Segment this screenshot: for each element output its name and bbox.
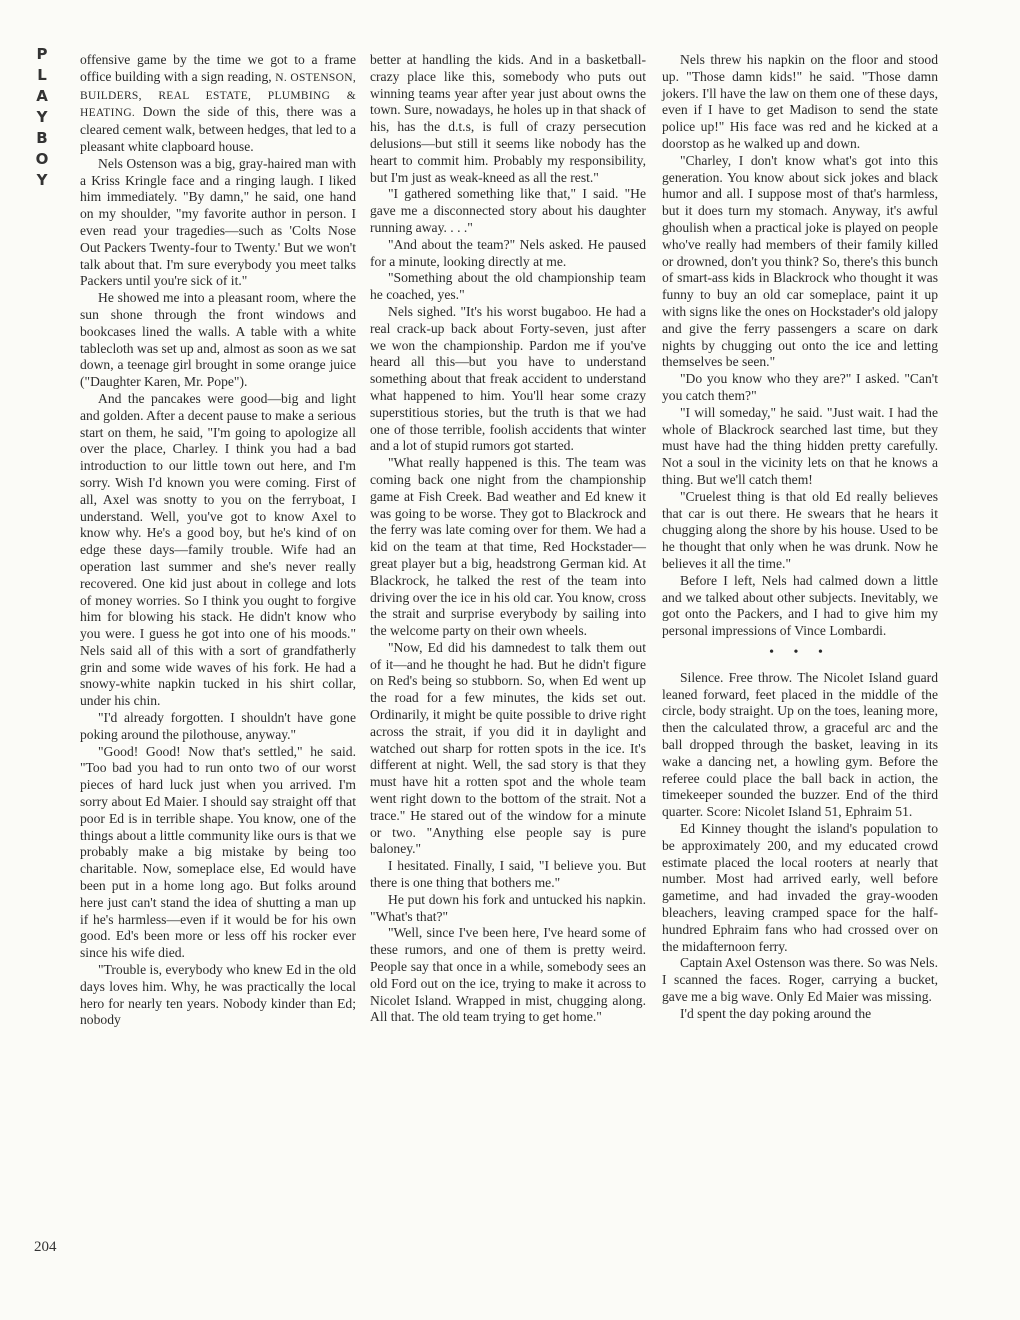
paragraph: Silence. Free throw. The Nicolet Island guard leaned forward, feet placed in the middle of the circle, body straight. Up on the toes, leaning more, then the calculated throw, a graceful arc and the ball dropped through the basket, leaving in its wake a dancing net, a howling gym. Before the referee could place the ball back in action, the timekeeper sounded the buzzer. End of the third quarter. Score: Nicolet Island 51, Ephraim 51. — [662, 669, 938, 820]
paragraph: He put down his fork and untucked his napkin. "What's that?" — [370, 891, 646, 924]
title-letter: P — [36, 45, 48, 63]
section-separator: • • • — [769, 644, 831, 660]
paragraph: "Well, since I've been here, I've heard some of these rumors, and one of them is pretty weird. People say that once in a while, somebody sees an old Ford out on the ice, trying to make it across to Nicolet Island. Wrapped in mist, chugging along. All that. The old team trying to get home." — [370, 925, 646, 1025]
title-letter: O — [35, 150, 49, 168]
title-letter: B — [36, 129, 48, 147]
paragraph: He showed me into a pleasant room, where the sun shone through the front windows and bookcases lined the walls. A table with a white tablecloth was set up and, almost as soon as we sat down, a teenage girl brought in some orange juice ("Daughter Karen, Mr. Pope"). — [80, 290, 356, 390]
paragraph: "I gathered something like that," I said. "He gave me a disconnected story about his daughter running away. . . ." — [370, 186, 646, 235]
page-number: 204 — [34, 1239, 57, 1255]
paragraph: "And about the team?" Nels asked. He paused for a minute, looking directly at me. — [370, 236, 646, 269]
paragraph: "Cruelest thing is that old Ed really believes that car is out there. He swears that he hears it chugging along the shore by his house. Used to be he thought that only when he was drunk. Now he believes it all the time." — [662, 488, 938, 571]
paragraph: Before I left, Nels had calmed down a little and we talked about other subjects. Inevitably, we got onto the Packers, and I had to give him my personal impressions of Vince Lombardi. — [662, 572, 938, 639]
text-column-1 — [80, 52, 356, 1029]
paragraph: "Something about the old championship team he coached, yes." — [370, 270, 646, 303]
paragraph: "What really happened is this. The team was coming back one night from the championship game at Fish Creek. Bad weather and Ed knew it was going to be worse. They got to Blackrock and the ferry was late coming over for them. We had a kid on the team at that time, Red Hockstader—great player but a big, headstrong German kid. At Blackrock, he talked the rest of the team into driving over the ice in his old car. You know, cross the strait and surprise everybody by sailing into the welcome party on their own wheels. — [370, 455, 646, 639]
paragraph: I'd spent the day poking around the — [680, 1005, 872, 1021]
sign-text: N. OSTENSON, BUILDERS, REAL ESTATE, PLUMBING & HEATING. — [80, 71, 356, 120]
title-letter: Y — [36, 171, 48, 189]
paragraph: "I'd already forgotten. I shouldn't have gone poking around the pilothouse, anyway." — [80, 710, 356, 742]
paragraph: And the pancakes were good—big and light and golden. After a decent pause to make a serious start on them, he said, "I'm going to apologize all over the place, Charley. I think you had a bad introduction to our little town out here, and I'm sorry. Wish I'd known you were coming. First of all, Axel was snotty to you on the ferryboat, I understand. Well, you've got to know Axel to know why. He's a good boy, but he's kind of on edge these days—family trouble. Wife had an operation last summer and she's never really recovered. One kid just about in college and lots of money worries. So I think you ought to forgive him for blowing his stack. He didn't know who you were. I guess he got into one of his moods." Nels said all of this with a sort of grandfatherly grin and some wide waves of his fork. He had a snowy-white napkin tucked in his shirt collar, under his chin. — [80, 390, 356, 709]
title-letter: A — [36, 87, 48, 105]
magazine-title-vertical — [32, 44, 52, 191]
paragraph: "Charley, I don't know what's got into this generation. You know about sick jokes and black humor and all. I suppose most of that's harmless, but it does turn my stomach. Anyway, it's awful ghoulish when a practical joke is played on people who've really had members of their family killed or drowned, don't you think? So, there's this bunch of smart-ass kids in Blackrock who thought it was funny to buy an old car someplace, paint it up with signs like the ones on Hockstader's old jalopy and give the ferry passengers a scare on dark nights by chugging out onto the ice and letting themselves be seen." — [662, 152, 938, 370]
paragraph: "Do you know who they are?" I asked. "Can't you catch them?" — [662, 371, 938, 403]
paragraph: "Good! Good! Now that's settled," he said. "Too bad you had to run onto two of our worst pieces of hard luck just when you arrived. I'm sorry about Ed Maier. I should say straight off that poor Ed is in terrible shape. You know, one of the things about a little community like ours is that we probably make a big mistake by being too charitable. Now, someplace else, Ed would have been put in a home long ago. But folks around here just can't stand the idea of shutting a man up if he's harmless—even if it would be for his own good. Ed's been more or less off his rocker ever since his wife died. — [80, 743, 356, 961]
title-letter: L — [37, 66, 47, 84]
paragraph: Ed Kinney thought the island's population to be approximately 200, and my educated crowd estimate placed the local rooters at nearly that number. Most had arrived early, well before gametime, and had invaded the gray-wooden bleachers, leaving cramped space for the half-hundred Ephraim fans who had crossed over on the midafternoon ferry. — [662, 821, 938, 954]
title-letter: Y — [36, 108, 48, 126]
paragraph: "I will someday," he said. "Just wait. I had the whole of Blackrock searched last time, but they must have had the thing hidden pretty carefully. Not a soul in the vicinity lets on that he knows a thing. But we'll catch them! — [662, 404, 938, 487]
paragraph: Nels sighed. "It's his worst bugaboo. He had a real crack-up back about Forty-seven, just after we won the championship. Pardon me if you've heard all this—but you have to understand something about that freak accident to understand what happened to him. You'll hear some crazy superstitious stories, but the truth is that we had one of those terrible, foolish accidents that winter and a lot of stupid rumors got started. — [370, 303, 646, 454]
paragraph: Captain Axel Ostenson was there. So was Nels. I scanned the faces. Roger, carrying a bucket, gave me a big wave. Only Ed Maier was missing. — [662, 955, 938, 1005]
text-column-2 — [370, 52, 646, 1026]
paragraph: "Trouble is, everybody who knew Ed in the old days loves him. Why, he was practically the local hero for nearly ten years. Nobody kinder than Ed; nobody — [80, 962, 356, 1028]
text-column-3 — [662, 52, 938, 1023]
paragraph: offensive game by the time we got to a frame office building with a sign reading, N. OSTENSON, BUILDERS, REAL ESTATE, PLUMBING & HEATING. Down the side of this, there was a cleared cement walk, between hedges, that led to a pleasant white clapboard house. — [80, 52, 356, 154]
paragraph: "Now, Ed did his damnedest to talk them out of it—and he thought he had. But he didn't figure on Red's being so stubborn. So, when Ed went up the road for a few minutes, the kids set out. Ordinarily, it might be quite possible to drive right across the strait, if you did it in daylight and watched out sharp for rotten spots in the ice. It's different at night. Well, the sad story is that they must have hit a rotten spot and the whole team went right down to the bottom of the strait. Not a trace." He stared out of the window for a minute or two. "Anything else people say is pure baloney." — [370, 639, 646, 857]
paragraph: Nels Ostenson was a big, gray-haired man with a Kriss Kringle face and a ringing laugh. I liked him immediately. "By damn," he said, one hand on my shoulder, "my favorite author in person. I even read your tragedies—such as 'Colts Nose Out Packers Twenty-four to Twenty.' But we won't talk about that. I'm sure everybody you meet talks Packers until you're sick of it." — [80, 155, 356, 289]
paragraph: Nels threw his napkin on the floor and stood up. "Those damn kids!" he said. "Those damn jokers. I'll have the law on them one of these days, even if I have to get Madison to send the state police up!" His face was red and he kicked at a doorstop as he walked up and down. — [662, 52, 938, 151]
paragraph: better at handling the kids. And in a basketball-crazy place like this, somebody who puts out winning teams year after year just about owns the town. Sure, nowadays, he holes up in that shack of his, has the d.t.s, is full of crazy persecution delusions—but still it seems like nobody has the heart to commit him. Probably my responsibility, but I'm just as weak-kneed as all the rest." — [370, 52, 646, 185]
paragraph: I hesitated. Finally, I said, "I believe you. But there is one thing that bothers me." — [370, 858, 646, 891]
